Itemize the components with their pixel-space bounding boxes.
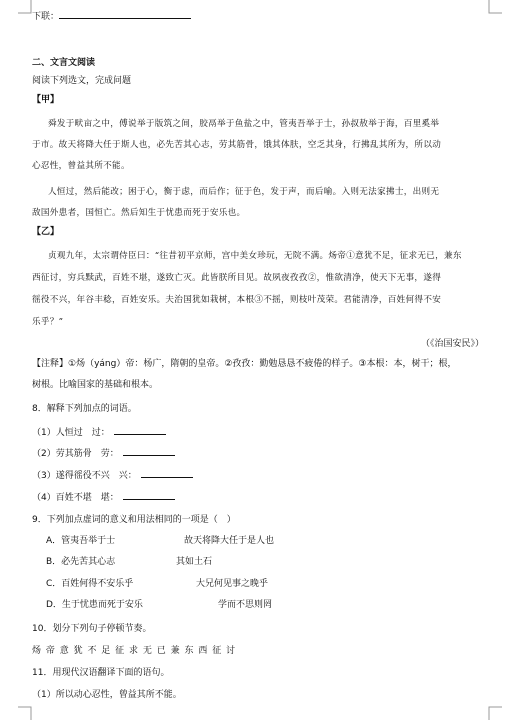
question-8-item: （4）百姓不堪 堪： xyxy=(32,490,175,504)
passage-yi-line: 乐乎？” xyxy=(32,317,64,327)
question-8-item: （3）遂得徭役不兴 兴： xyxy=(32,468,193,482)
question-10-sentence[interactable]: 炀 帝 意 犹 不 足 征 求 无 已 兼 东 西 征 讨 xyxy=(32,646,237,656)
question-9-option-b[interactable]: B．必先苦其心志 xyxy=(46,557,116,567)
couplet-second-line xyxy=(32,9,191,23)
answer-blank[interactable] xyxy=(141,468,193,478)
question-9-option-b-compare: 其如土石 xyxy=(176,557,213,567)
answer-blank[interactable] xyxy=(123,490,175,500)
crop-mark-top-left xyxy=(18,0,32,14)
passage-yi-tag: 【乙】 xyxy=(32,227,60,237)
section-heading: 二、文言文阅读 xyxy=(32,58,96,68)
couplet-label: 下联： xyxy=(32,12,60,22)
question-9-option-c-compare: 大兄何见事之晚乎 xyxy=(196,579,269,589)
section-instruction: 阅读下列选文，完成问题 xyxy=(32,76,132,86)
passage-jia-tag: 【甲】 xyxy=(32,95,60,105)
question-9-option-d-compare: 学而不思则罔 xyxy=(218,600,273,610)
crop-mark-bottom-left xyxy=(18,706,32,720)
question-9-stem: 9．下列加点虚词的意义和用法相同的一项是（ ） xyxy=(32,515,236,525)
question-9-option-a[interactable]: A．管夷吾举于士 xyxy=(46,536,116,546)
passage-yi-line: 西征讨，穷兵黩武，百姓不堪，遂致亡灭。此皆朕所目见。故夙夜孜孜②，惟欲清净，使天下无事，遂得 xyxy=(32,273,442,283)
passage-jia-line: 舜发于畎亩之中，傅说举于版筑之间，胶鬲举于鱼盐之中，管夷吾举于士，孙叔敖举于海，百里奚举 xyxy=(48,119,440,129)
notes-line: 树根。比喻国家的基础和根本。 xyxy=(32,380,159,390)
passage-jia-line: 心忍性，曾益其所不能。 xyxy=(32,161,130,171)
notes-line: 【注释】①炀（yáng）帝：杨广，隋朝的皇帝。②孜孜：勤勉恳恳不疲倦的样子。③本根：本，树干；根， xyxy=(32,359,457,369)
question-8-item: （2）劳其筋骨 劳： xyxy=(32,446,175,460)
passage-yi-line: 徭役不兴，年谷丰稔，百姓安乐。夫治国犹如栽树，本根③不摇，则枝叶茂荣。君能清净，百姓何得不安 xyxy=(32,295,442,305)
passage-source: （《治国安民》） xyxy=(420,339,484,349)
question-10-stem: 10．划分下列句子停顿节奏。 xyxy=(32,624,152,634)
answer-blank[interactable] xyxy=(114,425,166,435)
question-9-option-a-compare: 故天将降大任于是人也 xyxy=(184,536,275,546)
passage-jia-line: 人恒过，然后能改；困于心，衡于虑，而后作；征于色，发于声，而后喻。入则无法家拂士，出则无 xyxy=(48,187,440,197)
passage-jia-line: 于市。故天将降大任于斯人也，必先苦其心志，劳其筋骨，饿其体肤，空乏其身，行拂乱其所为，所以动 xyxy=(32,140,442,150)
passage-yi-line: 贞观九年，太宗谓侍臣曰：“往昔初平京师，宫中美女珍玩，无院不满。炀帝①意犹不足，征求无已，兼东 xyxy=(48,251,462,261)
question-8-item: （1）人恒过 过： xyxy=(32,425,166,439)
answer-blank[interactable] xyxy=(59,9,191,19)
question-9-option-c[interactable]: C．百姓何得不安乐乎 xyxy=(46,579,134,589)
question-8-stem: 8．解释下列加点的词语。 xyxy=(32,404,137,414)
answer-blank[interactable] xyxy=(123,446,175,456)
crop-mark-bottom-right xyxy=(488,706,502,720)
question-11-item: （1）所以动心忍性，曾益其所不能。 xyxy=(32,690,182,700)
question-9-option-d[interactable]: D．生于忧患而死于安乐 xyxy=(46,600,143,610)
passage-jia-line: 敌国外患者，国恒亡。然后知生于忧患而死于安乐也。 xyxy=(32,208,246,218)
crop-mark-top-right xyxy=(488,0,502,14)
question-11-stem: 11．用现代汉语翻译下面的语句。 xyxy=(32,668,170,678)
